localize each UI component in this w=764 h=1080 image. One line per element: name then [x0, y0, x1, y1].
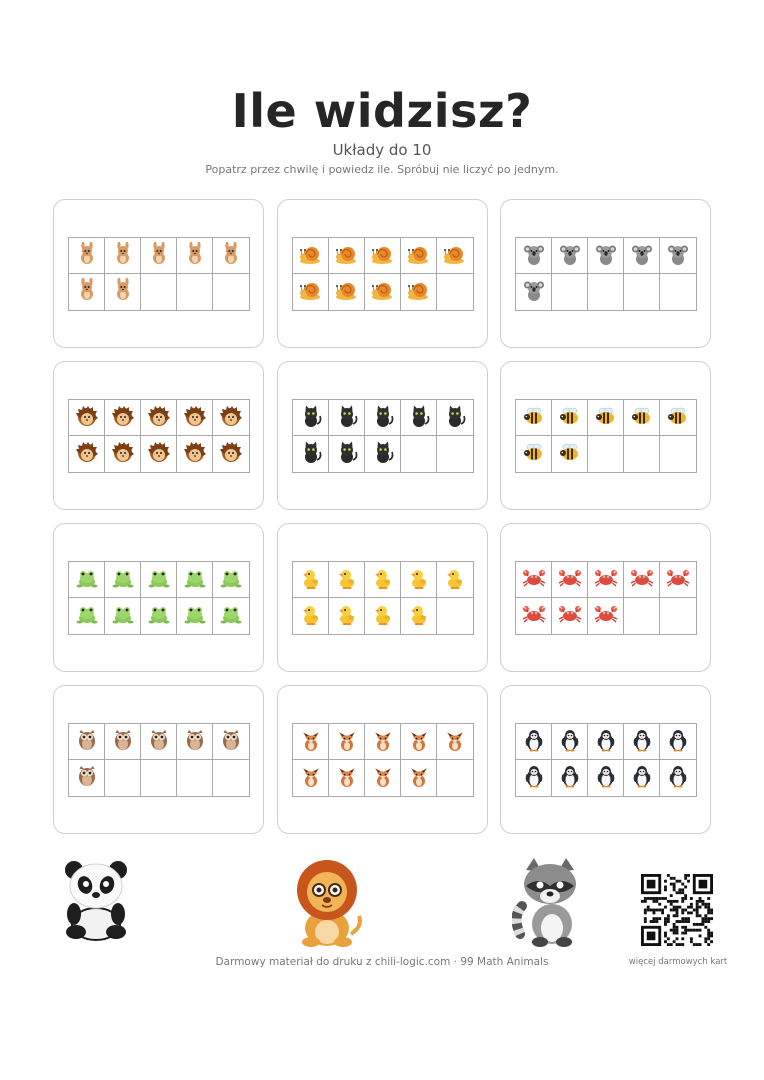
- penguin-icon: [630, 764, 654, 792]
- koala-icon: [666, 242, 690, 270]
- duck-icon: [299, 602, 323, 630]
- ten-frame-card: [277, 361, 488, 510]
- ten-frame-cell: [588, 436, 624, 472]
- ten-frame-cell: [105, 436, 141, 472]
- ten-frame-cell: [293, 436, 329, 472]
- ten-frame-card: [277, 523, 488, 672]
- ten-frame-cell: [552, 562, 588, 598]
- penguin-icon: [630, 728, 654, 756]
- ten-frame: [515, 399, 697, 473]
- ten-frame-cell: [293, 562, 329, 598]
- ten-frame: [292, 561, 474, 635]
- snail-icon: [335, 278, 359, 306]
- ten-frame-cell: [552, 724, 588, 760]
- ten-frame-cell: [624, 724, 660, 760]
- ten-frame-cell: [437, 760, 473, 796]
- penguin-icon: [594, 728, 618, 756]
- ten-frame-cell: [588, 598, 624, 634]
- bee-icon: [630, 404, 654, 432]
- penguin-icon: [594, 764, 618, 792]
- page-title: Ile widzisz?: [231, 84, 533, 138]
- ten-frame-cell: [69, 238, 105, 274]
- hedgehog-icon: [219, 440, 243, 468]
- ten-frame-cell: [69, 562, 105, 598]
- ten-frame-cell: [437, 274, 473, 310]
- koala-icon: [522, 278, 546, 306]
- black-cat-icon: [335, 404, 359, 432]
- hedgehog-icon: [111, 404, 135, 432]
- penguin-icon: [522, 764, 546, 792]
- ten-frame-cell: [516, 436, 552, 472]
- ten-frame-cell: [365, 562, 401, 598]
- ten-frame-cell: [365, 724, 401, 760]
- ten-frame-cell: [69, 436, 105, 472]
- bee-icon: [522, 404, 546, 432]
- ten-frame-cell: [660, 400, 696, 436]
- ten-frame-cell: [552, 760, 588, 796]
- ten-frame-card: [277, 199, 488, 348]
- fox-icon: [407, 764, 431, 792]
- ten-frame-cell: [365, 760, 401, 796]
- ten-frame-cell: [213, 400, 249, 436]
- ten-frame-cell: [624, 436, 660, 472]
- snail-icon: [299, 242, 323, 270]
- ten-frame-cell: [329, 724, 365, 760]
- kangaroo-icon: [183, 242, 207, 270]
- ten-frame-cell: [329, 400, 365, 436]
- ten-frame-card: [53, 685, 264, 834]
- ten-frame-cell: [141, 724, 177, 760]
- ten-frame-cell: [141, 436, 177, 472]
- ten-frame-cell: [177, 724, 213, 760]
- ten-frame: [292, 237, 474, 311]
- ten-frame-cell: [624, 400, 660, 436]
- ten-frame-cell: [660, 598, 696, 634]
- ten-frame-cell: [177, 400, 213, 436]
- ten-frame-cell: [624, 598, 660, 634]
- frog-icon: [75, 602, 99, 630]
- ten-frame-cell: [177, 598, 213, 634]
- footer-text: Darmowy materiał do druku z chili-logic.com · 99 Math Animals: [215, 956, 549, 968]
- ten-frame-cell: [401, 724, 437, 760]
- ten-frame-cell: [141, 598, 177, 634]
- ten-frame-cell: [141, 760, 177, 796]
- ten-frame-cell: [293, 760, 329, 796]
- ten-frame-cell: [141, 274, 177, 310]
- ten-frame-cell: [69, 598, 105, 634]
- fox-icon: [443, 728, 467, 756]
- frog-icon: [75, 566, 99, 594]
- ten-frame-cell: [177, 562, 213, 598]
- hedgehog-icon: [75, 440, 99, 468]
- owl-icon: [75, 728, 99, 756]
- ten-frame-cell: [552, 400, 588, 436]
- raccoon-icon: [512, 856, 588, 952]
- ten-frame-cell: [177, 760, 213, 796]
- ten-frame: [292, 399, 474, 473]
- hedgehog-icon: [75, 404, 99, 432]
- penguin-icon: [522, 728, 546, 756]
- fox-icon: [371, 728, 395, 756]
- ten-frame-cell: [437, 562, 473, 598]
- hedgehog-icon: [219, 404, 243, 432]
- kangaroo-icon: [75, 242, 99, 270]
- frog-icon: [111, 602, 135, 630]
- ten-frame-cell: [516, 238, 552, 274]
- ten-frame-cell: [69, 274, 105, 310]
- bee-icon: [594, 404, 618, 432]
- ten-frame-cell: [105, 598, 141, 634]
- owl-icon: [75, 764, 99, 792]
- snail-icon: [407, 278, 431, 306]
- kangaroo-icon: [147, 242, 171, 270]
- fox-icon: [299, 764, 323, 792]
- ten-frame-cell: [437, 598, 473, 634]
- fox-icon: [407, 728, 431, 756]
- hedgehog-icon: [183, 404, 207, 432]
- fox-icon: [335, 728, 359, 756]
- koala-icon: [558, 242, 582, 270]
- snail-icon: [371, 242, 395, 270]
- ten-frame-cell: [552, 238, 588, 274]
- ten-frame-card: [53, 523, 264, 672]
- snail-icon: [443, 242, 467, 270]
- ten-frame-cell: [660, 274, 696, 310]
- lion-icon: [287, 856, 367, 952]
- ten-frame-card: [500, 199, 711, 348]
- ten-frame-cell: [401, 760, 437, 796]
- duck-icon: [443, 566, 467, 594]
- ten-frame-cell: [660, 760, 696, 796]
- ten-frame-cell: [293, 274, 329, 310]
- ten-frame-card: [500, 523, 711, 672]
- duck-icon: [299, 566, 323, 594]
- ten-frame-cell: [177, 436, 213, 472]
- ten-frame-cell: [177, 274, 213, 310]
- ten-frame-card: [277, 685, 488, 834]
- fox-icon: [299, 728, 323, 756]
- hedgehog-icon: [111, 440, 135, 468]
- ten-frame-cell: [365, 598, 401, 634]
- ten-frame-cell: [329, 238, 365, 274]
- black-cat-icon: [443, 404, 467, 432]
- ten-frame-cell: [516, 598, 552, 634]
- frog-icon: [219, 566, 243, 594]
- ten-frame-cell: [293, 598, 329, 634]
- bee-icon: [558, 440, 582, 468]
- black-cat-icon: [407, 404, 431, 432]
- ten-frame-cell: [437, 238, 473, 274]
- frog-icon: [183, 602, 207, 630]
- ten-frame-card: [500, 361, 711, 510]
- penguin-icon: [666, 764, 690, 792]
- ten-frame-cell: [213, 274, 249, 310]
- crab-icon: [594, 566, 618, 594]
- owl-icon: [219, 728, 243, 756]
- frog-icon: [147, 602, 171, 630]
- ten-frame-cell: [141, 238, 177, 274]
- crab-icon: [522, 602, 546, 630]
- ten-frame-cell: [588, 724, 624, 760]
- koala-icon: [522, 242, 546, 270]
- ten-frame-cell: [69, 724, 105, 760]
- ten-frame-cell: [552, 274, 588, 310]
- ten-frame-cell: [105, 724, 141, 760]
- ten-frame-cell: [177, 238, 213, 274]
- owl-icon: [147, 728, 171, 756]
- crab-icon: [594, 602, 618, 630]
- ten-frame-card: [53, 199, 264, 348]
- ten-frame: [68, 723, 250, 797]
- ten-frame-cell: [365, 436, 401, 472]
- frog-icon: [219, 602, 243, 630]
- snail-icon: [407, 242, 431, 270]
- ten-frame-card: [53, 361, 264, 510]
- black-cat-icon: [371, 440, 395, 468]
- kangaroo-icon: [111, 278, 135, 306]
- ten-frame-cell: [141, 562, 177, 598]
- hedgehog-icon: [147, 440, 171, 468]
- penguin-icon: [558, 764, 582, 792]
- kangaroo-icon: [219, 242, 243, 270]
- crab-icon: [558, 602, 582, 630]
- black-cat-icon: [335, 440, 359, 468]
- hedgehog-icon: [147, 404, 171, 432]
- frog-icon: [111, 566, 135, 594]
- crab-icon: [558, 566, 582, 594]
- snail-icon: [299, 278, 323, 306]
- ten-frame-cell: [105, 238, 141, 274]
- ten-frame: [68, 237, 250, 311]
- ten-frame-cell: [401, 436, 437, 472]
- ten-frame: [68, 399, 250, 473]
- ten-frame-cell: [516, 724, 552, 760]
- ten-frame-cell: [401, 274, 437, 310]
- ten-frame-cell: [401, 238, 437, 274]
- ten-frame-cell: [401, 400, 437, 436]
- ten-frame-cell: [516, 562, 552, 598]
- ten-frame-cell: [69, 760, 105, 796]
- ten-frame-cell: [365, 274, 401, 310]
- ten-frame-cell: [105, 562, 141, 598]
- bee-icon: [558, 404, 582, 432]
- ten-frame-cell: [329, 436, 365, 472]
- ten-frame-cell: [552, 598, 588, 634]
- ten-frame-cell: [213, 724, 249, 760]
- qr-code[interactable]: [641, 874, 713, 946]
- ten-frame: [515, 723, 697, 797]
- ten-frame-cell: [141, 400, 177, 436]
- ten-frame-cell: [213, 760, 249, 796]
- ten-frame-cell: [293, 724, 329, 760]
- duck-icon: [335, 566, 359, 594]
- ten-frame-cell: [329, 760, 365, 796]
- instruction-text: Popatrz przez chwilę i powiedz ile. Spróbuj nie liczyć po jednym.: [205, 163, 559, 176]
- ten-frame-cell: [365, 238, 401, 274]
- penguin-icon: [666, 728, 690, 756]
- owl-icon: [183, 728, 207, 756]
- duck-icon: [335, 602, 359, 630]
- ten-frame-cell: [293, 238, 329, 274]
- ten-frame-cell: [516, 400, 552, 436]
- duck-icon: [407, 566, 431, 594]
- fox-icon: [335, 764, 359, 792]
- ten-frame-cell: [329, 274, 365, 310]
- koala-icon: [630, 242, 654, 270]
- duck-icon: [371, 566, 395, 594]
- ten-frame-cell: [105, 400, 141, 436]
- ten-frame-cell: [660, 238, 696, 274]
- black-cat-icon: [371, 404, 395, 432]
- ten-frame-cell: [105, 760, 141, 796]
- kangaroo-icon: [111, 242, 135, 270]
- bee-icon: [666, 404, 690, 432]
- ten-frame-cell: [293, 400, 329, 436]
- ten-frame-cell: [213, 598, 249, 634]
- hedgehog-icon: [183, 440, 207, 468]
- ten-frame-cell: [588, 400, 624, 436]
- ten-frame-cell: [516, 760, 552, 796]
- bee-icon: [522, 440, 546, 468]
- snail-icon: [371, 278, 395, 306]
- penguin-icon: [558, 728, 582, 756]
- crab-icon: [666, 566, 690, 594]
- owl-icon: [111, 728, 135, 756]
- ten-frame: [68, 561, 250, 635]
- duck-icon: [407, 602, 431, 630]
- ten-frame: [292, 723, 474, 797]
- koala-icon: [594, 242, 618, 270]
- duck-icon: [371, 602, 395, 630]
- ten-frame-cell: [588, 238, 624, 274]
- ten-frame-cell: [213, 436, 249, 472]
- ten-frame-cell: [624, 274, 660, 310]
- crab-icon: [522, 566, 546, 594]
- ten-frame-cell: [660, 724, 696, 760]
- crab-icon: [630, 566, 654, 594]
- ten-frame-cell: [437, 436, 473, 472]
- ten-frame-cell: [660, 436, 696, 472]
- ten-frame-cell: [329, 562, 365, 598]
- ten-frame-cell: [624, 562, 660, 598]
- frog-icon: [147, 566, 171, 594]
- ten-frame-card: [500, 685, 711, 834]
- qr-label: więcej darmowych kart: [628, 957, 728, 967]
- ten-frame-cell: [213, 562, 249, 598]
- ten-frame-cell: [437, 724, 473, 760]
- ten-frame-cell: [588, 562, 624, 598]
- ten-frame-cell: [213, 238, 249, 274]
- ten-frame-cell: [401, 598, 437, 634]
- ten-frame-cell: [437, 400, 473, 436]
- frog-icon: [183, 566, 207, 594]
- ten-frame-cell: [552, 436, 588, 472]
- ten-frame-cell: [329, 598, 365, 634]
- ten-frame-cell: [69, 400, 105, 436]
- ten-frame: [515, 561, 697, 635]
- black-cat-icon: [299, 404, 323, 432]
- fox-icon: [371, 764, 395, 792]
- kangaroo-icon: [75, 278, 99, 306]
- ten-frame-cell: [401, 562, 437, 598]
- snail-icon: [335, 242, 359, 270]
- black-cat-icon: [299, 440, 323, 468]
- ten-frame-cell: [588, 274, 624, 310]
- ten-frame-cell: [365, 400, 401, 436]
- panda-icon: [60, 858, 132, 946]
- page-subtitle: Układy do 10: [332, 141, 432, 159]
- ten-frame: [515, 237, 697, 311]
- ten-frame-cell: [660, 562, 696, 598]
- ten-frame-cell: [516, 274, 552, 310]
- ten-frame-cell: [624, 760, 660, 796]
- ten-frame-cell: [105, 274, 141, 310]
- ten-frame-cell: [588, 760, 624, 796]
- ten-frame-cell: [624, 238, 660, 274]
